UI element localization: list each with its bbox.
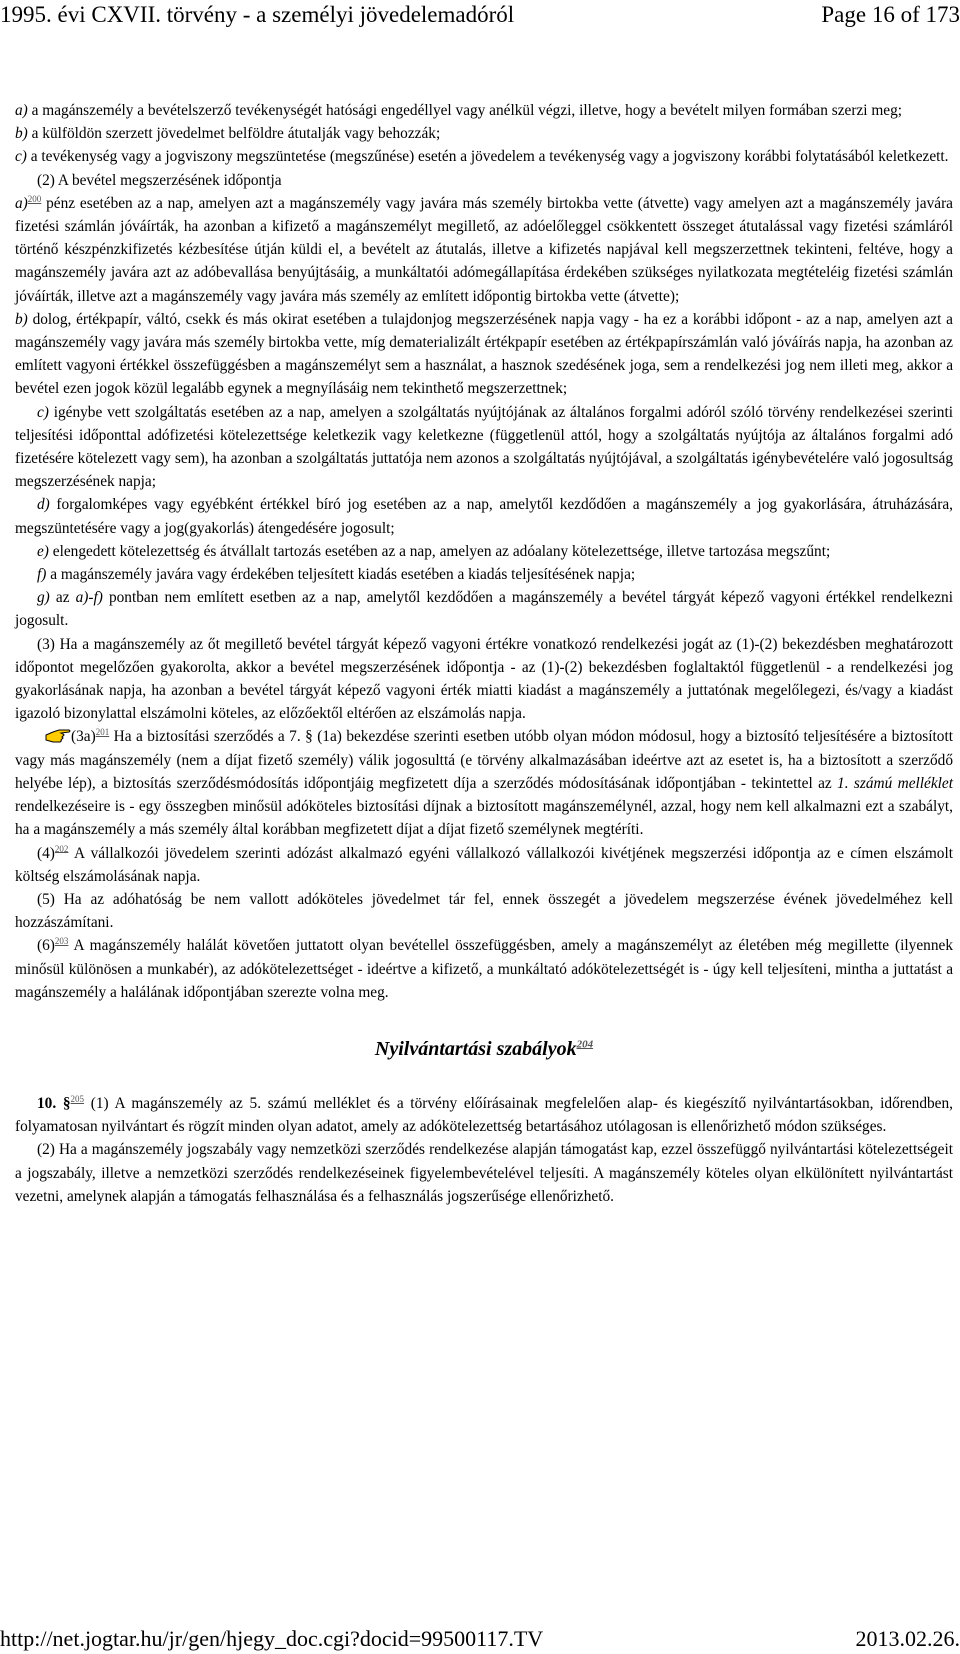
paragraph-1c: c) a tevékenység vagy a jogviszony megszüntetése (megszűnése) esetén a jövedelem a tevékenység vagy a jogviszony korábbi folytatásából keletkezett. <box>15 148 949 166</box>
paragraph-5: (5) Ha az adóhatóság be nem vallott adóköteles jövedelmet tár fel, ennek összegét a jövedelem megszerzése évének jövedelméhez kell hozzászámítani. <box>15 890 953 932</box>
paragraph-1b: b) a külföldön szerzett jövedelmet belföldre átutalják vagy behozzák; <box>15 125 441 143</box>
footnote-link[interactable]: 203 <box>54 936 69 947</box>
paragraph-2b: b) dolog, értékpapír, váltó, csekk és más okirat esetében a tulajdonjog megszerzésének napja vagy - ha ez a korábbi időpont - az a nap, amelyen azt a magánszemély vagy javára más személy birtokba vette, míg dematerializált értékpapír esetében az értékpapírszámlán való jóváírás napja, ha azonban az említett vagyoni értékkel összefüggésben a magánszemélyt sem a használat, a hasznok szedésének joga, sem a rendelkezési jog nem illeti meg, akkor a bevétel ezen jogok közül legalább egynek a megnyílásáig nem tekinthető megszerzettnek; <box>15 310 953 398</box>
footnote-link[interactable]: 201 <box>95 727 110 738</box>
paragraph-2g: g) az a)-f) pontban nem említett esetben az a nap, amelytől kezdődően a magánszemély a bevétel tárgyát képező vagyoni értékkel rendelkezni jogosult. <box>15 589 953 630</box>
paragraph-2f: f) a magánszemély javára vagy érdekében teljesített kiadás esetében a kiadás teljesítésének napja; <box>37 566 636 584</box>
paragraph-2: (2) A bevétel megszerzésének időpontja <box>37 171 282 189</box>
footnote-link[interactable]: 202 <box>54 843 69 854</box>
footnote-link[interactable]: 204 <box>576 1038 594 1051</box>
paragraph-1a: a) a magánszemély a bevételszerző tevékenységét hatósági engedéllyel vagy anélkül végzi, illetve, hogy a bevételt milyen formában szerzi meg; <box>15 102 903 119</box>
pointing-hand-icon <box>45 726 71 744</box>
paragraph-4: (4)$^{202}$ A vállalkozói jövedelem szerinti adózást alkalmazó egyéni vállalkozó vállalkozói kivétjének megszerzési időpontja az e címen elszámolt költség elszámolásának napja. <box>15 843 953 885</box>
paragraph-2c: c) igénybe vett szolgáltatás esetében az a nap, amelyen a szolgáltatás nyújtójának az általános forgalmi adóról szóló törvény rendelkezései szerinti teljesítési időponttal adófizetési kötelezettsége keletkezik vagy keletkezne (függetlenül attól, hogy a szolgáltatás nyújtója az általános forgalmi adó fizetésére kötelezett vagy sem), ha azonban a szolgáltatás juttatója nem azonos a szolgáltatás nyújtójával, a szolgáltatás igénybevételére való jogosultság megszerzésének napja; <box>15 403 953 491</box>
document-body <box>15 99 953 1208</box>
paragraph-2e: e) elengedett kötelezettség és átvállalt tartozás esetében az a nap, amelyen az adóalany kötelezettsége, illetve tartozása megszűnt; <box>37 542 831 560</box>
footnote-link[interactable]: 205 <box>70 1093 85 1104</box>
page-number: Page 16 of 173 <box>821 2 960 27</box>
paragraph-6: (6)$^{203}$ A magánszemély halálát követően juttatott olyan bevétellel összefüggésben, amely a magánszemélyt az életében még megillette (ilyennek minősül különösen a munkabér), az adókötelezettséget - ideértve a kifizető, a munkáltató adókötelezettségét is - úgy kell teljesíteni, mintha a juttatást a magánszemély a halálának időpontjában szerezte volna meg. <box>15 936 953 1001</box>
section-heading: Nyilvántartási szabályok$^{204}$ <box>374 1037 594 1060</box>
paragraph-2a: a)$^{200}$ pénz esetében az a nap, amelyen azt a magánszemély vagy javára más személy birtokba vette (átvette) vagy amelyen azt a magánszemély javára fizetési számlán jóváírták, ha azonban a kifizető a magánszemélyt megillető, az adóelőleggel csökkentett összeget átutalással vagy fizetési számláról történő készpénzkifizetés kézbesítése útján küldi el, a bevételt az átutalás, illetve a kifizetés napjával kell megszerzettnek tekinteni, feltéve, hogy a magánszemély javára azt az adóbevallása benyújtásáig, a munkáltatói adómegállapítása érdekében szükséges nyilatkozata megtételéig fizetési számlán jóváírták, illetve azt a magánszemély vagy javára más személy az említett időpontig birtokba vette (átvette); <box>15 193 953 305</box>
paragraph-3: (3) Ha a magánszemély az őt megillető bevétel tárgyát képező vagyoni értékre vonatkozó rendelkezési jogát az (1)-(2) bekezdésben meghatározott időpontot megelőzően gyakorolta, akkor a bevétel megszerzésének időpontja - az (1)-(2) bekezdésben foglaltaktól függetlenül - a rendelkezési jog gyakorlásának napja, ha azonban a bevétel tárgyát képező vagyoni érték miatti kiadást a magánszemély a juttatónak megelőlegezi, és/vagy a kiadást igazoló bizonylattal elszámolni köteles, az előzőektől eltérően az elszámolás napja. <box>15 635 953 723</box>
document-title: 1995. évi CXVII. törvény - a személyi jövedelemadóról <box>0 2 515 27</box>
page-header <box>0 0 960 36</box>
page-footer <box>0 1622 960 1654</box>
footnote-link[interactable]: 200 <box>27 193 42 204</box>
paragraph-2d: d) forgalomképes vagy egyébként értékkel bíró jog esetében az a nap, amelytől kezdődően a magánszemély a jog gyakorlására, átruházására, megszüntetésére vagy a jog(gyakorlás) átengedésére jogosult; <box>15 496 953 537</box>
print-date: 2013.02.26. <box>855 1626 960 1651</box>
paragraph-10-1: 10. §$^{205}$ (1) A magánszemély az 5. számú melléklet és a törvény előírásainak megfelelően alap- és kiegészítő nyilvántartásokban, időrendben, folyamatosan nyilvántart és rögzít minden olyan adatot, amely az adókötelezettség betartásához utólagosan is ellenőrizhető módon szükséges. <box>15 1093 953 1136</box>
paragraph-10-2: (2) Ha a magánszemély jogszabály vagy nemzetközi szerződés rendelkezése alapján támogatást kap, ezzel összefüggő nyilvántartási kötelezettségeit a jogszabály, illetve a nemzetközi szerződés rendelkezéseinek figyelembevételével teljesíti. A magánszemély köteles olyan elkülönített nyilvántartást vezetni, amelynek alapján a támogatás felhasználása és a felhasználás jogszerűsége ellenőrizhető. <box>15 1141 953 1205</box>
paragraph-3a: (3a)$^{201}$ Ha a biztosítási szerződés a 7. § (1a) bekezdése szerinti esetben utóbb olyan módon módosul, hogy a biztosító teljesítésére a biztosított vagy más magánszemély (nem a díjat fizető személy) válik jogosulttá (e törvény alkalmazásában ideértve azt az esetet is, ha a biztosított a szerződő helyébe lép), a biztosítás szerződésmódosítás időpontjáig megfizetett díja a szerződés módosításának időpontjában - tekintettel az 1. számú melléklet rendelkezéseire is - egy összegben minősül adóköteles biztosítási díjnak a biztosított magánszemélynél, azzal, hogy nem kell alkalmazni ezt a szabályt, ha a magánszemély a más személy által korábban megfizetett díjat a díjat fizető személynek megtéríti. <box>15 727 953 839</box>
source-url[interactable]: http://net.jogtar.hu/jr/gen/hjegy_doc.cgi?docid=99500117.TV <box>0 1626 544 1651</box>
